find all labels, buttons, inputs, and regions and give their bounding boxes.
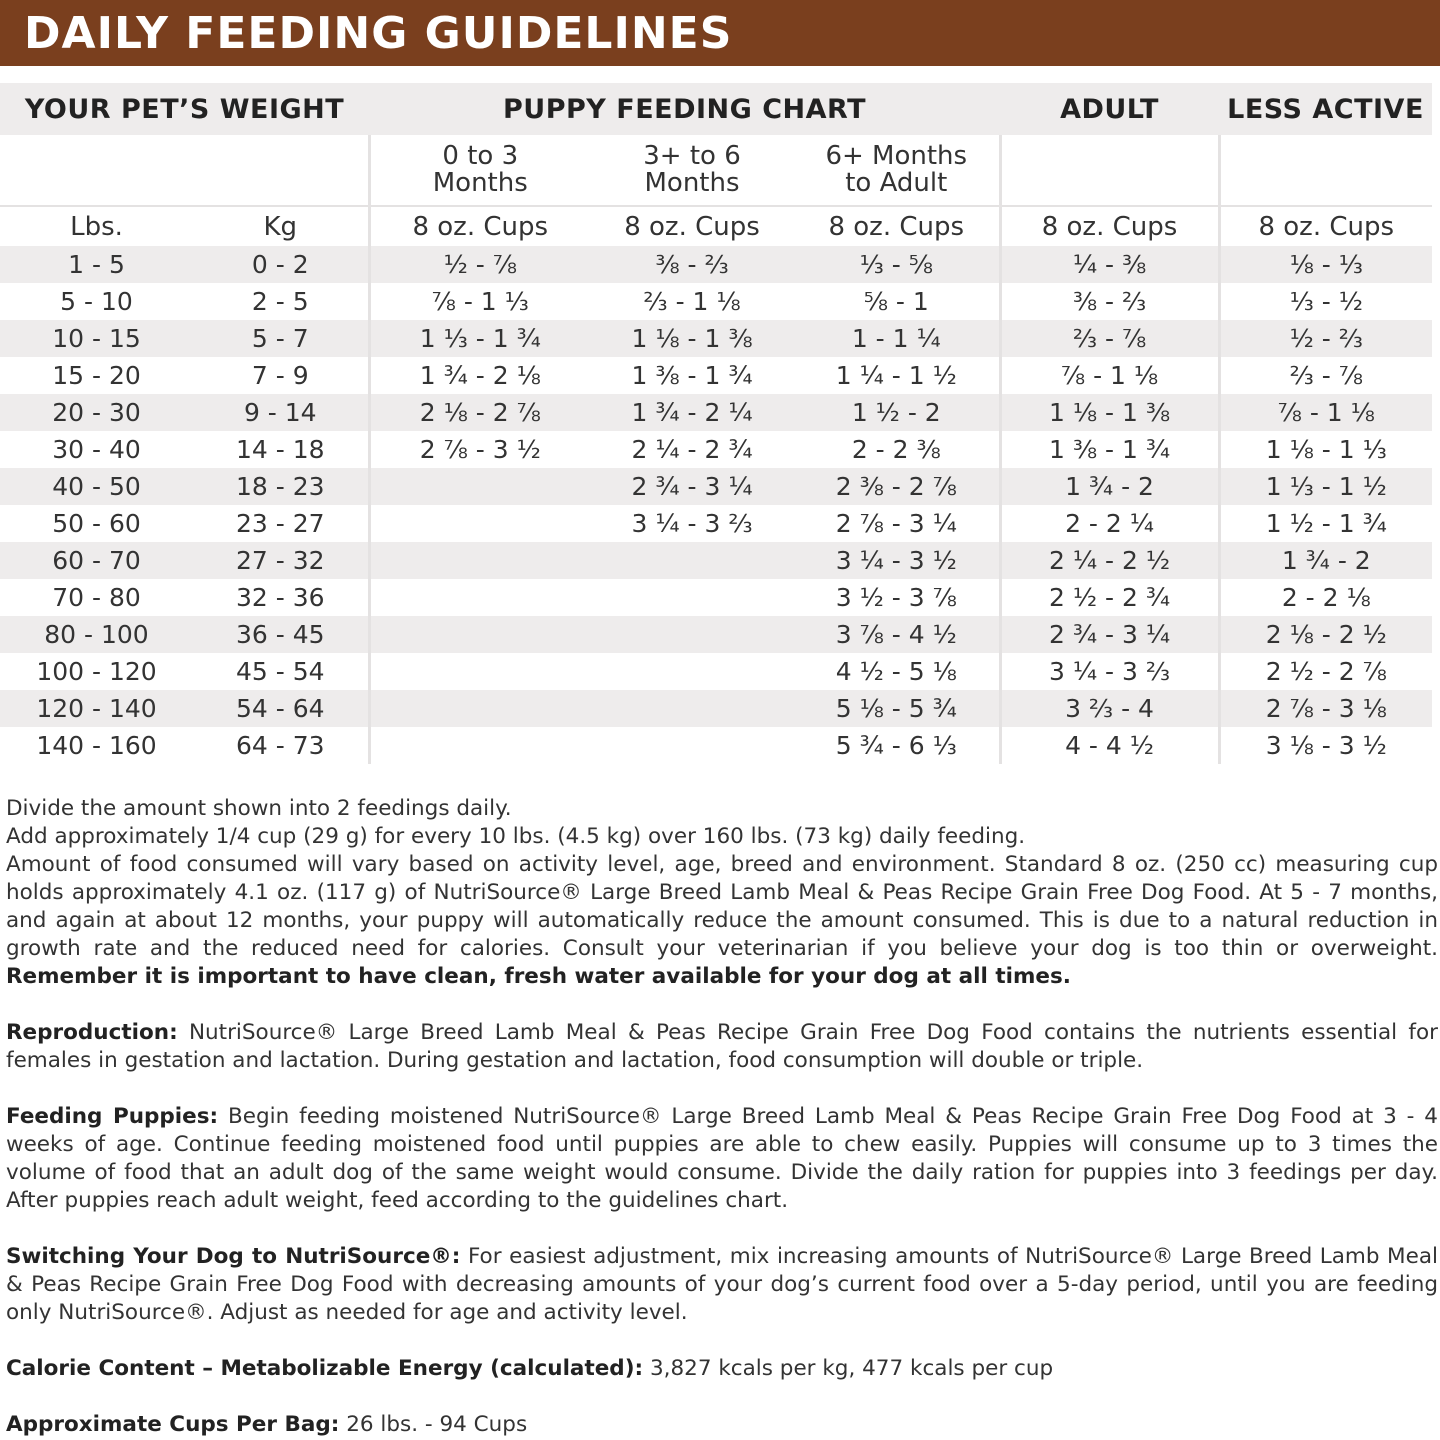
less-active-header: LESS ACTIVE <box>1219 83 1432 135</box>
puppy-3-6-cell: 1 ⅜ - 1 ¾ <box>631 361 753 390</box>
puppy-3-6-cell <box>590 542 794 579</box>
puppy-6-adult-cell: 5 ¾ - 6 ⅓ <box>835 731 957 760</box>
puppy-0-3-cell: 2 ⅞ - 3 ½ <box>369 431 590 468</box>
header-bar <box>0 0 1440 66</box>
puppy-6-adult-cell: 1 ½ - 2 <box>794 394 1000 431</box>
puppy-6-adult-cell: ⅓ - ⅝ <box>794 246 1000 283</box>
less-active-cell: 2 ½ - 2 ⅞ <box>1219 653 1432 690</box>
lbs-cell: 60 - 70 <box>0 542 193 579</box>
puppy-0-3-cell <box>369 505 590 542</box>
puppy-6-adult-cell: 2 ⅜ - 2 ⅞ <box>794 468 1000 505</box>
table-row <box>0 394 1432 431</box>
puppy-0-3-cell: ⅞ - 1 ⅓ <box>369 283 590 320</box>
less-active-cell: 1 ⅛ - 1 ⅓ <box>1219 431 1432 468</box>
adult-cell: ⅜ - ⅔ <box>1000 283 1219 320</box>
age-adult-blank <box>1000 135 1219 206</box>
age-blank <box>0 135 369 206</box>
puppy-6-adult-cell: 3 ¼ - 3 ½ <box>794 542 1000 579</box>
lbs-cell: 10 - 15 <box>0 320 193 357</box>
puppy-0-3-cell <box>369 690 590 727</box>
kg-cell: 5 - 7 <box>193 320 369 357</box>
kg-cell: 0 - 2 <box>193 246 369 283</box>
weight-header: YOUR PET’S WEIGHT <box>0 83 369 135</box>
puppy-0-3-cell <box>369 468 590 505</box>
switching-section: Switching Your Dog to NutriSource®: For easiest adjustment, mix increasing amounts of NutriSource® Large Breed Lamb Meal & Peas Recipe Grain Free Dog Food with decreasing amounts of your dog’s current food over a 5-day period, until you are feeding only NutriSource®. Adjust as needed for age and activity level. <box>6 1244 1438 1325</box>
kg-cell: 32 - 36 <box>235 583 325 612</box>
puppy-6-adult-cell: 1 ¼ - 1 ½ <box>835 361 957 390</box>
puppy-3-6-cell: 1 ¾ - 2 ¼ <box>590 394 794 431</box>
less-active-cell: ½ - ⅔ <box>1219 320 1432 357</box>
adult-cell: 1 ¾ - 2 <box>1000 468 1219 505</box>
adult-cell: 2 ½ - 2 ¾ <box>1000 579 1219 616</box>
lbs-cell: 1 - 5 <box>0 246 193 283</box>
puppy-3-6-cell: 1 ⅛ - 1 ⅜ <box>590 320 794 357</box>
puppy-3-6-cell: ⅔ - 1 ⅛ <box>643 287 741 316</box>
unit-kg: Kg <box>193 206 369 246</box>
adult-cell: 3 ¼ - 3 ⅔ <box>1000 653 1219 690</box>
unit-row <box>0 206 1432 246</box>
age-3-6: 3+ to 6 Months <box>590 135 794 206</box>
kg-cell: 36 - 45 <box>193 616 369 653</box>
cups-per-bag-label: Approximate Cups Per Bag: <box>6 1412 340 1437</box>
lbs-cell: 70 - 80 <box>52 583 141 612</box>
age-0-3: 0 to 3 Months <box>369 135 590 206</box>
adult-cell: 1 ⅜ - 1 ¾ <box>1000 431 1219 468</box>
adult-header: ADULT <box>1000 83 1219 135</box>
calorie-label: Calorie Content – Metabolizable Energy (calculated): <box>6 1356 644 1381</box>
puppy-3-6-cell: ⅜ - ⅔ <box>590 246 794 283</box>
table-row <box>0 283 1432 320</box>
adult-cell: 2 ¾ - 3 ¼ <box>1000 616 1219 653</box>
puppy-6-adult-cell: 2 ⅞ - 3 ¼ <box>835 509 957 538</box>
puppy-0-3-cell: 2 ⅛ - 2 ⅞ <box>369 394 590 431</box>
notes <box>6 795 1438 1439</box>
less-active-cell: 1 ¾ - 2 <box>1219 542 1432 579</box>
puppy-6-adult-cell: 2 - 2 ⅜ <box>851 435 941 464</box>
table-row <box>0 579 1432 616</box>
less-active-cell: 1 ½ - 1 ¾ <box>1219 505 1432 542</box>
puppy-0-3-cell <box>369 579 590 616</box>
kg-cell: 54 - 64 <box>193 690 369 727</box>
less-active-cell: 1 ⅓ - 1 ½ <box>1219 468 1432 505</box>
table-row <box>0 431 1432 468</box>
adult-cell: 1 ⅛ - 1 ⅜ <box>1000 394 1219 431</box>
table-row <box>0 542 1432 579</box>
table-row <box>0 727 1432 764</box>
lbs-cell: 50 - 60 <box>52 509 141 538</box>
table-row <box>0 320 1432 357</box>
puppy-0-3-cell: ½ - ⅞ <box>369 246 590 283</box>
kg-cell: 7 - 9 <box>251 361 309 390</box>
adult-cell: ⅞ - 1 ⅛ <box>1000 357 1219 394</box>
age-header-row <box>0 135 1432 206</box>
unit-cups: 8 oz. Cups <box>794 206 1000 246</box>
less-active-cell: ⅓ - ½ <box>1219 283 1432 320</box>
kg-cell: 18 - 23 <box>193 468 369 505</box>
table-row <box>0 653 1432 690</box>
puppy-6-adult-cell: 3 ⅞ - 4 ½ <box>794 616 1000 653</box>
unit-cups: 8 oz. Cups <box>1000 206 1219 246</box>
adult-cell: 4 - 4 ½ <box>1000 727 1219 764</box>
unit-cups: 8 oz. Cups <box>1219 206 1432 246</box>
puppy-6-adult-cell: ⅝ - 1 <box>863 287 929 316</box>
puppy-6-adult-cell: 1 - 1 ¼ <box>794 320 1000 357</box>
lbs-cell: 80 - 100 <box>0 616 193 653</box>
kg-cell: 14 - 18 <box>235 435 325 464</box>
note-amount: Amount of food consumed will vary based on activity level, age, breed and environment. Standard 8 oz. (250 cc) measuring cup holds approximately 4.1 oz. (117 g) of NutriSource® Large Breed Lamb Meal & Peas Recipe Grain Free Dog Food. At 5 - 7 months, and again at about 12 months, your puppy will automatically reduce the amount consumed. This is due to a natural reduction in growth rate and the reduced need for calories. Consult your veterinarian if you believe your dog is too thin or overweight. Remember it is important to have clean, fresh water available for your dog at all times. <box>6 852 1438 989</box>
lbs-cell: 40 - 50 <box>0 468 193 505</box>
kg-cell: 27 - 32 <box>193 542 369 579</box>
note-additional: Add approximately 1/4 cup (29 g) for every 10 lbs. (4.5 kg) over 160 lbs. (73 kg) daily feeding. <box>6 824 1026 849</box>
puppy-0-3-cell <box>369 616 590 653</box>
puppy-3-6-cell <box>590 690 794 727</box>
adult-cell: 3 ⅔ - 4 <box>1000 690 1219 727</box>
calorie-section: Calorie Content – Metabolizable Energy (calculated): 3,827 kcals per kg, 477 kcals per cup <box>6 1356 1054 1381</box>
lbs-cell: 5 - 10 <box>60 287 133 316</box>
less-active-cell: 2 ⅞ - 3 ⅛ <box>1219 690 1432 727</box>
puppy-3-6-cell: 2 ¼ - 2 ¾ <box>631 435 753 464</box>
puppy-6-adult-cell: 4 ½ - 5 ⅛ <box>835 657 957 686</box>
reproduction-label: Reproduction: <box>6 1020 178 1045</box>
feeding-puppies-label: Feeding Puppies: <box>6 1104 219 1129</box>
lbs-cell: 140 - 160 <box>36 731 157 760</box>
table-row <box>0 357 1432 394</box>
puppy-0-3-cell <box>369 727 590 764</box>
puppy-3-6-cell: 3 ¼ - 3 ⅔ <box>631 509 753 538</box>
kg-cell: 23 - 27 <box>235 509 325 538</box>
table-row <box>0 690 1432 727</box>
puppy-3-6-cell <box>590 653 794 690</box>
page-title: DAILY FEEDING GUIDELINES <box>24 8 733 59</box>
puppy-0-3-cell <box>369 542 590 579</box>
kg-cell: 64 - 73 <box>235 731 325 760</box>
switching-label: Switching Your Dog to NutriSource®: <box>6 1244 461 1269</box>
less-active-cell: 2 - 2 ⅛ <box>1219 579 1432 616</box>
feeding-puppies-section: Feeding Puppies: Begin feeding moistened NutriSource® Large Breed Lamb Meal & Peas Recipe Grain Free Dog Food at 3 - 4 weeks of age. Continue feeding moistened food until puppies are able to chew easily. Puppies will consume up to 3 times the volume of food that an adult dog of the same weight would consume. Divide the daily ration for puppies into 3 feedings per day. After puppies reach adult weight, feed according to the guidelines chart. <box>6 1104 1438 1213</box>
puppy-3-6-cell <box>590 727 794 764</box>
age-less-active-blank <box>1219 135 1432 206</box>
unit-cups: 8 oz. Cups <box>590 206 794 246</box>
puppy-0-3-cell <box>369 653 590 690</box>
table-row <box>0 246 1432 283</box>
feeding-table <box>0 83 1432 764</box>
kg-cell: 45 - 54 <box>235 657 325 686</box>
unit-lbs: Lbs. <box>0 206 193 246</box>
less-active-cell: ⅔ - ⅞ <box>1219 357 1432 394</box>
puppy-6-adult-cell: 5 ⅛ - 5 ¾ <box>794 690 1000 727</box>
puppy-6-adult-cell: 3 ½ - 3 ⅞ <box>835 583 957 612</box>
puppy-3-6-cell <box>590 579 794 616</box>
table-row <box>0 616 1432 653</box>
note-feedings: Divide the amount shown into 2 feedings daily. <box>6 796 512 821</box>
puppy-0-3-cell: 1 ⅓ - 1 ¾ <box>369 320 590 357</box>
cups-per-bag-section: Approximate Cups Per Bag: 26 lbs. - 94 Cups <box>6 1412 528 1437</box>
puppy-header: PUPPY FEEDING CHART <box>369 83 1000 135</box>
less-active-cell: 3 ⅛ - 3 ½ <box>1219 727 1432 764</box>
lbs-cell: 100 - 120 <box>36 657 157 686</box>
lbs-cell: 120 - 140 <box>0 690 193 727</box>
table-row <box>0 468 1432 505</box>
group-header-row <box>0 83 1432 135</box>
puppy-3-6-cell: 2 ¾ - 3 ¼ <box>590 468 794 505</box>
adult-cell: ¼ - ⅜ <box>1000 246 1219 283</box>
adult-cell: 2 - 2 ¼ <box>1000 505 1219 542</box>
puppy-3-6-cell <box>590 616 794 653</box>
table-row <box>0 505 1432 542</box>
unit-cups: 8 oz. Cups <box>369 206 590 246</box>
age-6-adult: 6+ Months to Adult <box>794 135 1000 206</box>
less-active-cell: 2 ⅛ - 2 ½ <box>1219 616 1432 653</box>
lbs-cell: 30 - 40 <box>52 435 141 464</box>
puppy-0-3-cell: 1 ¾ - 2 ⅛ <box>369 357 590 394</box>
kg-cell: 9 - 14 <box>193 394 369 431</box>
adult-cell: ⅔ - ⅞ <box>1000 320 1219 357</box>
kg-cell: 2 - 5 <box>251 287 309 316</box>
lbs-cell: 20 - 30 <box>0 394 193 431</box>
adult-cell: 2 ¼ - 2 ½ <box>1000 542 1219 579</box>
lbs-cell: 15 - 20 <box>52 361 141 390</box>
less-active-cell: ⅛ - ⅓ <box>1219 246 1432 283</box>
less-active-cell: ⅞ - 1 ⅛ <box>1219 394 1432 431</box>
reproduction-section: Reproduction: NutriSource® Large Breed Lamb Meal & Peas Recipe Grain Free Dog Food contains the nutrients essential for females in gestation and lactation. During gestation and lactation, food consumption will double or triple. <box>6 1020 1438 1073</box>
note-water: Remember it is important to have clean, fresh water available for your dog at all times. <box>6 964 1071 989</box>
